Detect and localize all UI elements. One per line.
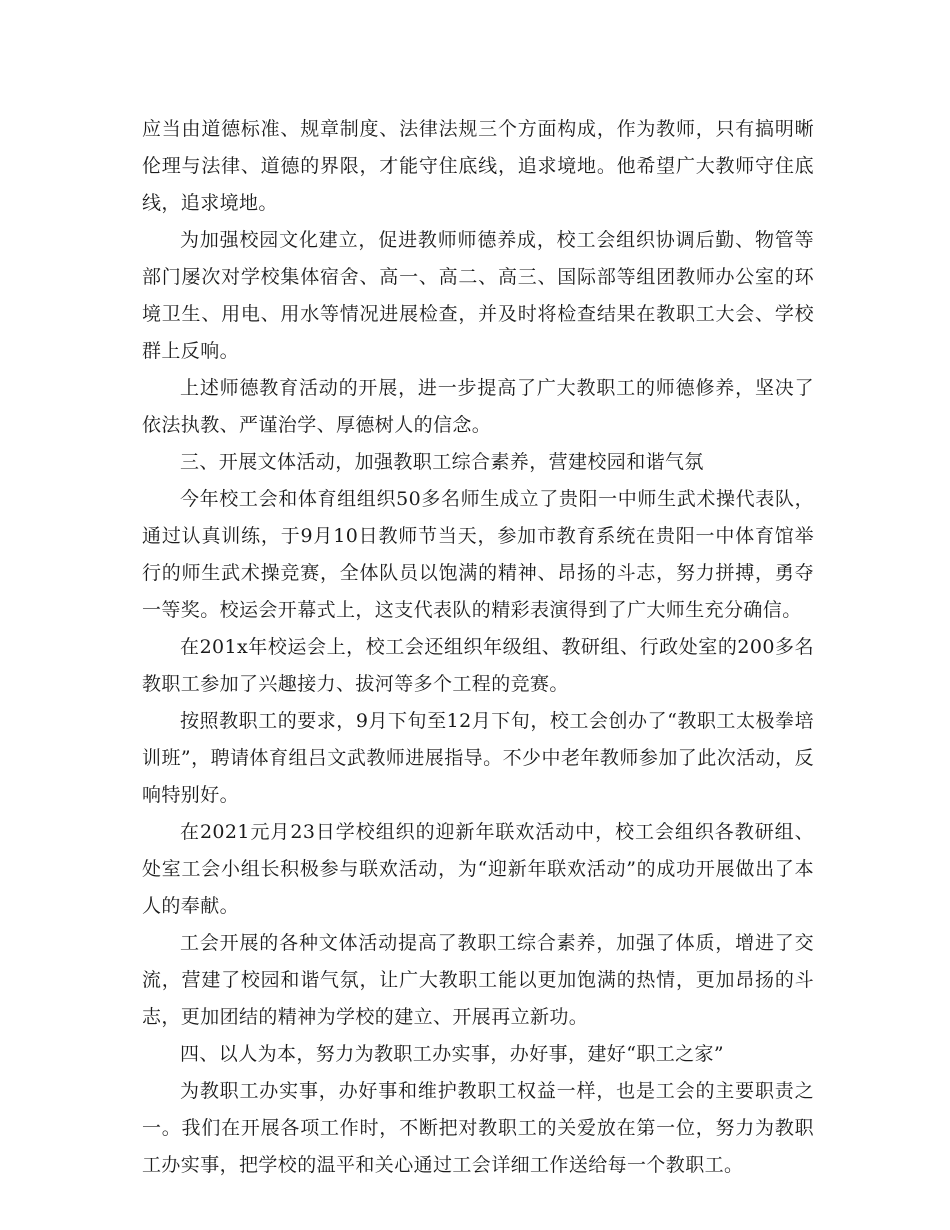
paragraph: 工会开展的各种文体活动提高了教职工综合素养，加强了体质，增进了交流，营建了校园和谐气氛，让广大教职工能以更加饱满的热情，更加昂扬的斗志，更加团结的精神为学校的建立、开展再立新功。: [142, 932, 814, 1028]
paragraph: 上述师德教育活动的开展，进一步提高了广大教职工的师德修养，坚决了依法执教、严谨治学、厚德树人的信念。: [142, 377, 814, 436]
paragraph: 为加强校园文化建立，促进教师师德养成，校工会组织协调后勤、物管等部门屡次对学校集体宿舍、高一、高二、高三、国际部等组团教师办公室的环境卫生、用电、用水等情况进展检查，并及时将检查结果在教职工大会、学校群上反响。: [142, 229, 814, 362]
section-heading: 四、以人为本，努力为教职工办实事，办好事，建好“职工之家”: [180, 1043, 725, 1065]
paragraph: 在2021元月23日学校组织的迎新年联欢活动中，校工会组织各教研组、处室工会小组长积极参与联欢活动，为“迎新年联欢活动”的成功开展做出了本人的奉献。: [142, 821, 814, 917]
document-body: [142, 111, 814, 1184]
paragraph: 今年校工会和体育组组织50多名师生成立了贵阳一中师生武术操代表队，通过认真训练，于9月10日教师节当天，参加市教育系统在贵阳一中体育馆举行的师生武术操竞赛，全体队员以饱满的精神、昂扬的斗志，努力拼搏，勇夺一等奖。校运会开幕式上，这支代表队的精彩表演得到了广大师生充分确信。: [142, 488, 814, 621]
paragraph-continued: 应当由道德标准、规章制度、法律法规三个方面构成，作为教师，只有搞明晰伦理与法律、道德的界限，才能守住底线，追求境地。他希望广大教师守住底线，追求境地。: [142, 118, 814, 214]
paragraph: 在201x年校运会上，校工会还组织年级组、教研组、行政处室的200多名教职工参加了兴趣接力、拔河等多个工程的竞赛。: [142, 636, 814, 695]
paragraph: 按照教职工的要求，9月下旬至12月下旬，校工会创办了“教职工太极拳培训班”，聘请体育组吕文武教师进展指导。不少中老年教师参加了此次活动，反响特别好。: [142, 710, 814, 806]
paragraph: 为教职工办实事，办好事和维护教职工权益一样，也是工会的主要职责之一。我们在开展各项工作时，不断把对教职工的关爱放在第一位，努力为教职工办实事，把学校的温平和关心通过工会详细工作送给每一个教职工。: [142, 1080, 814, 1176]
section-heading: 三、开展文体活动，加强教职工综合素养，营建校园和谐气氛: [180, 451, 704, 473]
